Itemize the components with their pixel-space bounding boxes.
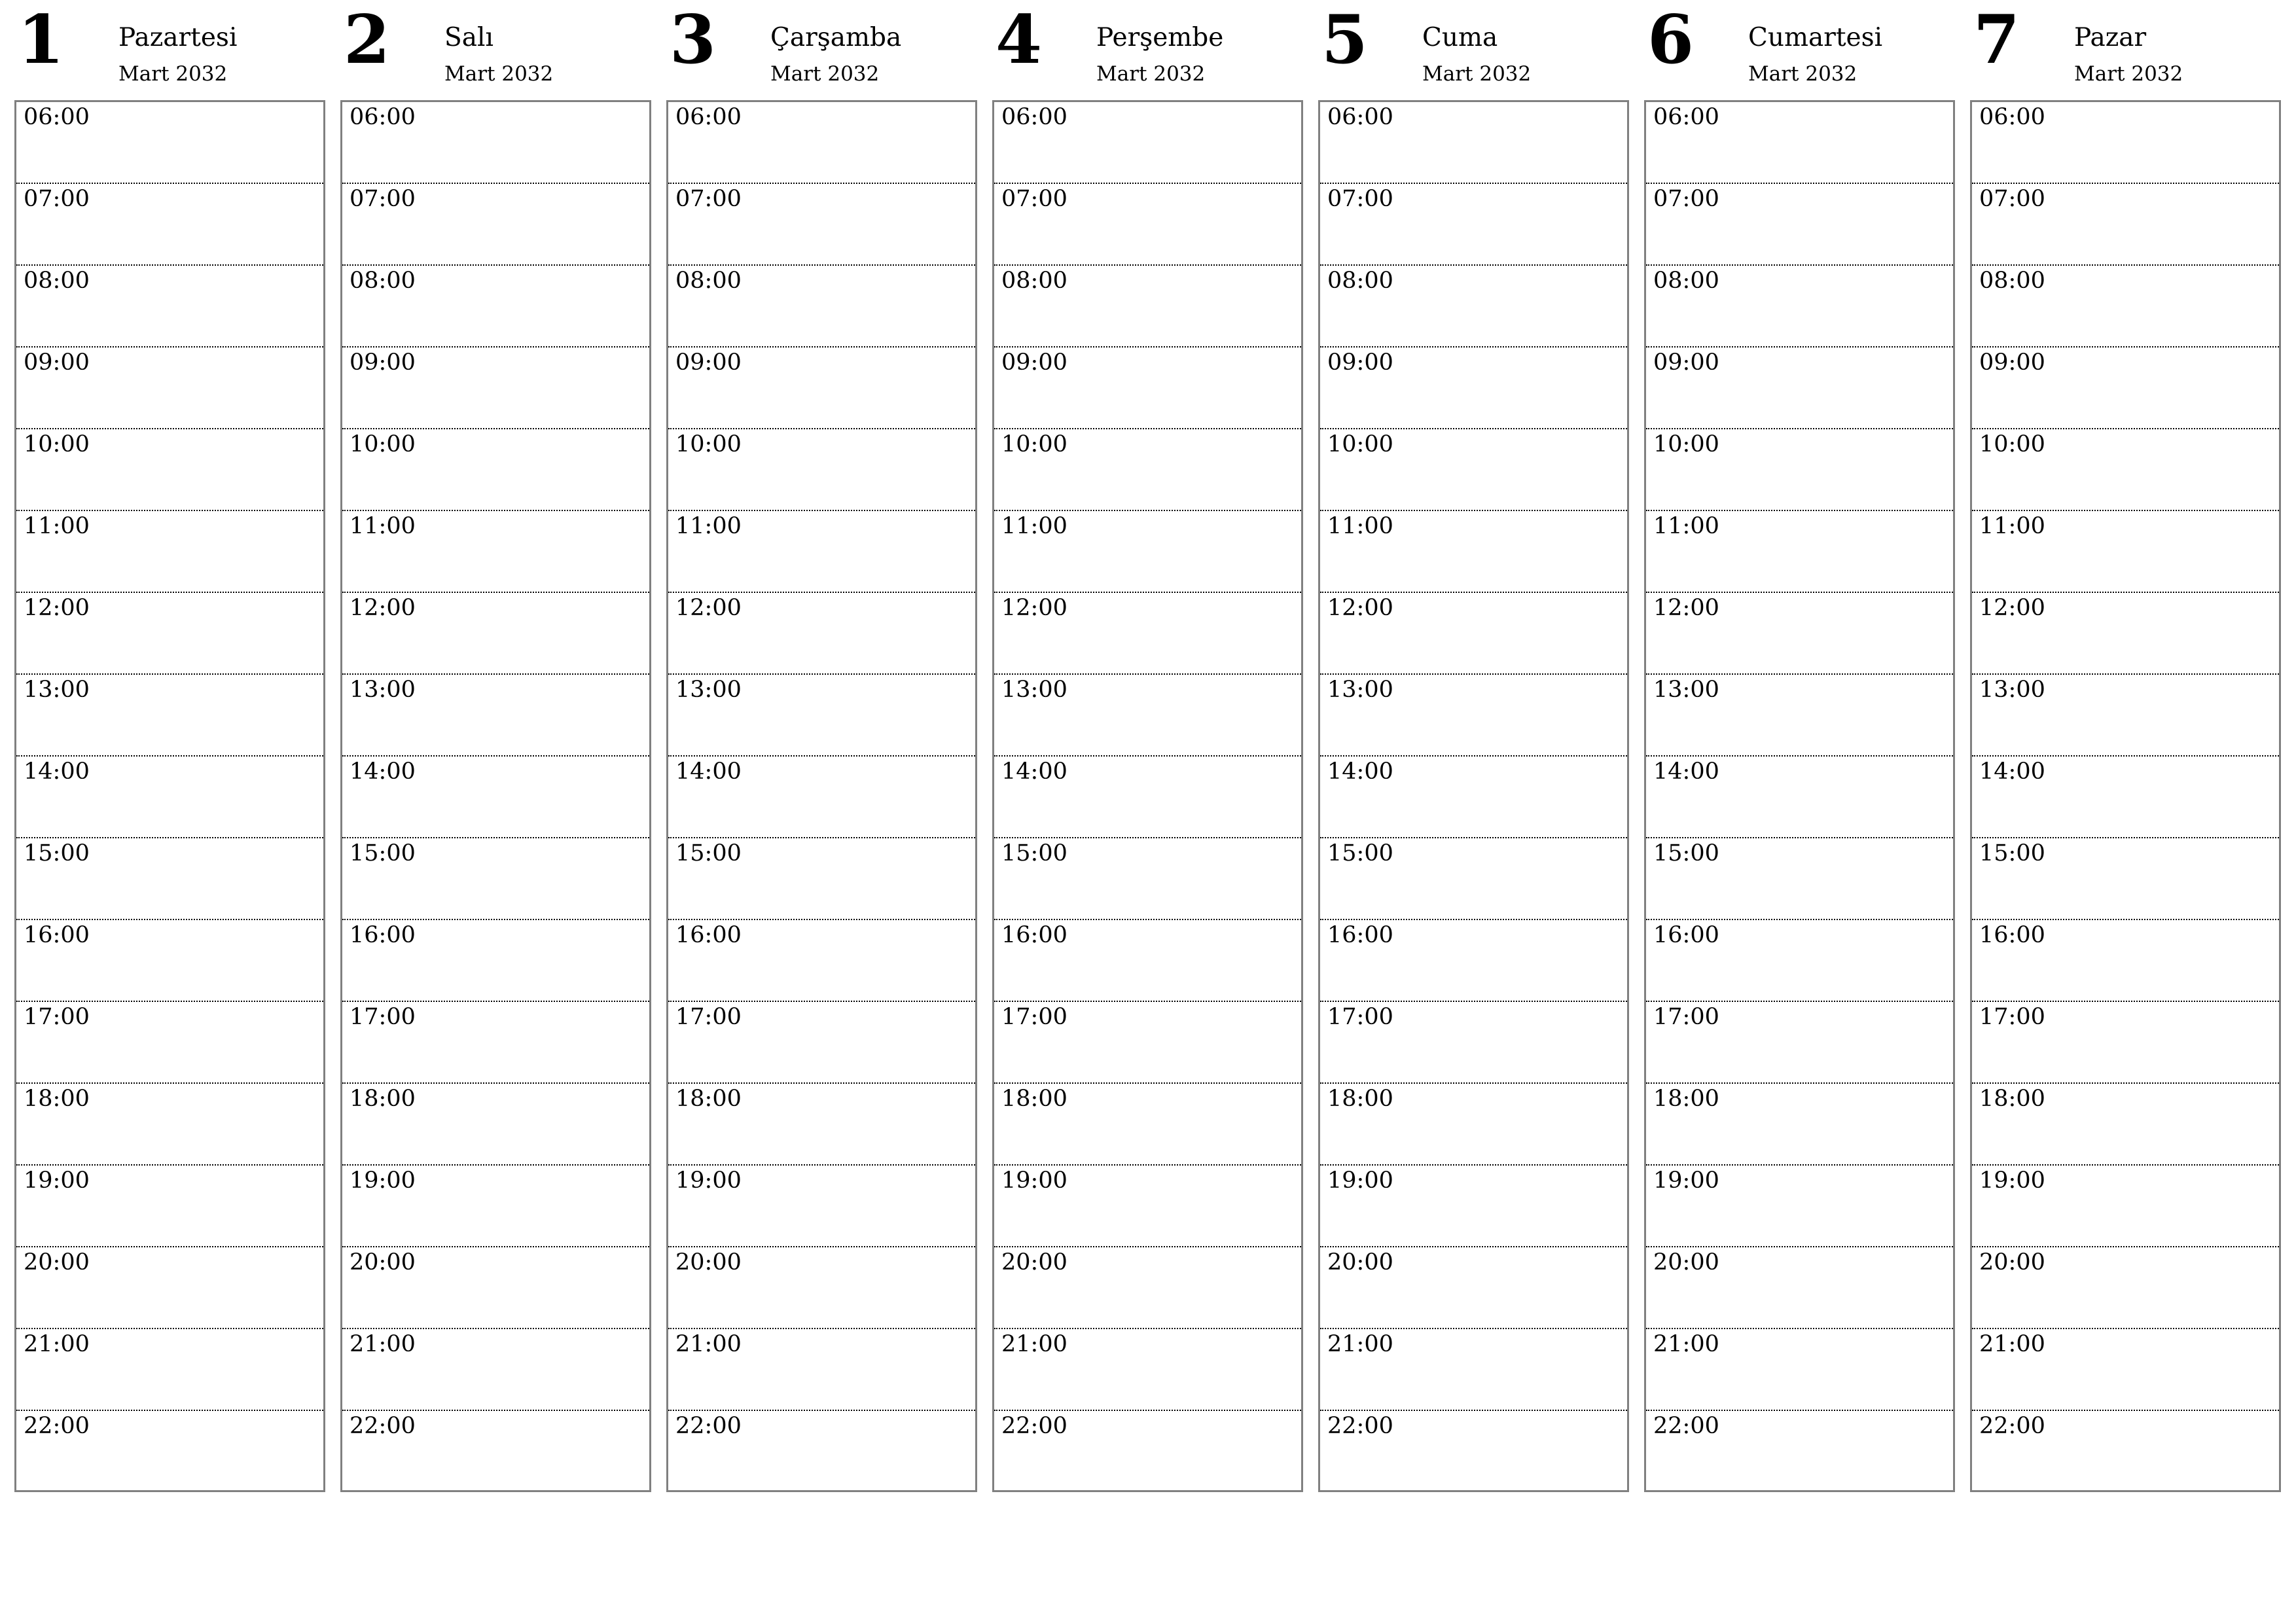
- time-slot[interactable]: [342, 1166, 649, 1247]
- time-slot[interactable]: [342, 184, 649, 266]
- time-label: 17:00: [1653, 1004, 1719, 1030]
- time-slot[interactable]: [1646, 1247, 1953, 1329]
- time-label: 11:00: [675, 513, 742, 539]
- time-label: 20:00: [675, 1249, 742, 1275]
- time-slot[interactable]: [668, 102, 975, 184]
- time-slot[interactable]: [16, 184, 323, 266]
- time-slot[interactable]: [1972, 838, 2279, 920]
- time-slot[interactable]: [342, 1329, 649, 1411]
- time-slot[interactable]: [16, 348, 323, 429]
- time-slot[interactable]: [994, 757, 1301, 838]
- time-slot[interactable]: [16, 920, 323, 1002]
- time-slot[interactable]: [668, 1411, 975, 1493]
- time-slot[interactable]: [16, 429, 323, 511]
- time-slot[interactable]: [1972, 184, 2279, 266]
- day-schedule-box: [666, 100, 977, 1492]
- time-label: 16:00: [1979, 922, 2045, 948]
- time-label: 16:00: [350, 922, 416, 948]
- time-label: 20:00: [1327, 1249, 1393, 1275]
- day-header: [666, 0, 977, 100]
- time-slot[interactable]: [668, 348, 975, 429]
- time-label: 10:00: [1653, 431, 1719, 457]
- time-slot[interactable]: [994, 348, 1301, 429]
- time-slot[interactable]: [1646, 102, 1953, 184]
- time-label: 22:00: [1979, 1413, 2045, 1439]
- time-label: 07:00: [1001, 186, 1067, 212]
- time-label: 21:00: [1001, 1331, 1067, 1357]
- time-slot[interactable]: [1972, 1084, 2279, 1166]
- time-slot[interactable]: [342, 675, 649, 757]
- day-name: Cumartesi: [1748, 23, 1883, 52]
- time-label: 12:00: [1001, 595, 1067, 621]
- time-label: 19:00: [350, 1168, 416, 1194]
- time-label: 11:00: [1327, 513, 1393, 539]
- time-slot[interactable]: [1320, 348, 1627, 429]
- time-slot[interactable]: [1646, 1002, 1953, 1084]
- time-label: 12:00: [1653, 595, 1719, 621]
- time-label: 20:00: [1653, 1249, 1719, 1275]
- time-label: 16:00: [675, 922, 742, 948]
- day-month: Mart 2032: [2074, 62, 2183, 86]
- time-label: 13:00: [350, 677, 416, 703]
- time-label: 22:00: [1001, 1413, 1067, 1439]
- time-label: 10:00: [675, 431, 742, 457]
- time-label: 10:00: [350, 431, 416, 457]
- time-label: 08:00: [1001, 268, 1067, 294]
- time-slot[interactable]: [1320, 757, 1627, 838]
- time-label: 11:00: [1979, 513, 2045, 539]
- time-label: 06:00: [1001, 104, 1067, 130]
- time-slot[interactable]: [342, 102, 649, 184]
- time-label: 16:00: [1327, 922, 1393, 948]
- time-slot[interactable]: [1646, 920, 1953, 1002]
- time-slot[interactable]: [1972, 675, 2279, 757]
- day-header: [1644, 0, 1955, 100]
- day-header: [340, 0, 651, 100]
- time-slot[interactable]: [1972, 266, 2279, 348]
- time-label: 20:00: [24, 1249, 90, 1275]
- day-schedule-box: [1644, 100, 1955, 1492]
- time-label: 06:00: [1327, 104, 1393, 130]
- time-label: 15:00: [1327, 840, 1393, 866]
- day-schedule-box: [14, 100, 325, 1492]
- time-label: 22:00: [24, 1413, 90, 1439]
- time-label: 08:00: [675, 268, 742, 294]
- time-label: 17:00: [1001, 1004, 1067, 1030]
- day-number: 2: [344, 1, 390, 79]
- time-label: 15:00: [1979, 840, 2045, 866]
- time-label: 09:00: [1327, 349, 1393, 376]
- time-slot[interactable]: [16, 593, 323, 675]
- time-label: 18:00: [1327, 1086, 1393, 1112]
- time-label: 13:00: [675, 677, 742, 703]
- time-slot[interactable]: [1320, 675, 1627, 757]
- time-slot[interactable]: [16, 1329, 323, 1411]
- time-label: 07:00: [1653, 186, 1719, 212]
- time-label: 18:00: [1653, 1086, 1719, 1112]
- time-label: 18:00: [24, 1086, 90, 1112]
- day-schedule-box: [340, 100, 651, 1492]
- time-label: 22:00: [675, 1413, 742, 1439]
- time-slot[interactable]: [1320, 593, 1627, 675]
- time-label: 10:00: [1327, 431, 1393, 457]
- day-month: Mart 2032: [118, 62, 228, 86]
- time-slot[interactable]: [342, 1002, 649, 1084]
- time-label: 16:00: [1653, 922, 1719, 948]
- time-label: 21:00: [1327, 1331, 1393, 1357]
- time-label: 07:00: [675, 186, 742, 212]
- time-slot[interactable]: [1646, 429, 1953, 511]
- time-label: 08:00: [24, 268, 90, 294]
- time-label: 18:00: [350, 1086, 416, 1112]
- time-slot[interactable]: [1320, 1166, 1627, 1247]
- time-slot[interactable]: [16, 1002, 323, 1084]
- time-label: 09:00: [1979, 349, 2045, 376]
- time-label: 21:00: [350, 1331, 416, 1357]
- time-slot[interactable]: [1320, 1411, 1627, 1493]
- day-header: [1970, 0, 2281, 100]
- time-label: 12:00: [350, 595, 416, 621]
- time-label: 19:00: [675, 1168, 742, 1194]
- time-slot[interactable]: [1646, 593, 1953, 675]
- time-label: 14:00: [675, 758, 742, 785]
- time-slot[interactable]: [16, 757, 323, 838]
- time-label: 13:00: [1979, 677, 2045, 703]
- time-label: 15:00: [675, 840, 742, 866]
- time-slot[interactable]: [1320, 1247, 1627, 1329]
- time-label: 09:00: [24, 349, 90, 376]
- time-slot[interactable]: [1646, 184, 1953, 266]
- time-label: 08:00: [1979, 268, 2045, 294]
- time-slot[interactable]: [1320, 266, 1627, 348]
- time-slot[interactable]: [668, 757, 975, 838]
- time-label: 14:00: [24, 758, 90, 785]
- time-slot[interactable]: [1646, 1411, 1953, 1493]
- time-label: 22:00: [350, 1413, 416, 1439]
- time-slot[interactable]: [1320, 838, 1627, 920]
- time-slot[interactable]: [342, 511, 649, 593]
- day-header: [992, 0, 1303, 100]
- time-slot[interactable]: [1646, 1166, 1953, 1247]
- day-schedule-box: [992, 100, 1303, 1492]
- time-slot[interactable]: [668, 1329, 975, 1411]
- day-number: 5: [1321, 1, 1368, 79]
- time-label: 20:00: [1979, 1249, 2045, 1275]
- time-slot[interactable]: [1646, 511, 1953, 593]
- time-slot[interactable]: [16, 1411, 323, 1493]
- time-slot[interactable]: [1320, 184, 1627, 266]
- time-slot[interactable]: [668, 1247, 975, 1329]
- time-label: 09:00: [1001, 349, 1067, 376]
- time-slot[interactable]: [668, 184, 975, 266]
- time-label: 21:00: [675, 1331, 742, 1357]
- time-label: 08:00: [350, 268, 416, 294]
- day-schedule-box: [1970, 100, 2281, 1492]
- time-slot[interactable]: [994, 675, 1301, 757]
- time-slot[interactable]: [994, 184, 1301, 266]
- time-slot[interactable]: [668, 838, 975, 920]
- time-slot[interactable]: [1972, 429, 2279, 511]
- day-header: [14, 0, 325, 100]
- time-label: 18:00: [1979, 1086, 2045, 1112]
- time-label: 09:00: [350, 349, 416, 376]
- day-name: Pazar: [2074, 23, 2147, 52]
- time-slot[interactable]: [994, 1166, 1301, 1247]
- time-label: 13:00: [1653, 677, 1719, 703]
- time-label: 14:00: [1653, 758, 1719, 785]
- time-slot[interactable]: [342, 593, 649, 675]
- time-label: 19:00: [1979, 1168, 2045, 1194]
- time-label: 17:00: [1979, 1004, 2045, 1030]
- time-label: 22:00: [1327, 1413, 1393, 1439]
- time-slot[interactable]: [994, 1329, 1301, 1411]
- time-label: 13:00: [24, 677, 90, 703]
- time-slot[interactable]: [342, 1247, 649, 1329]
- day-month: Mart 2032: [1096, 62, 1206, 86]
- time-label: 10:00: [24, 431, 90, 457]
- time-label: 17:00: [675, 1004, 742, 1030]
- time-slot[interactable]: [342, 429, 649, 511]
- time-label: 06:00: [350, 104, 416, 130]
- time-slot[interactable]: [1972, 920, 2279, 1002]
- day-name: Çarşamba: [770, 23, 902, 52]
- time-label: 10:00: [1979, 431, 2045, 457]
- time-label: 22:00: [1653, 1413, 1719, 1439]
- time-slot[interactable]: [1646, 675, 1953, 757]
- time-label: 14:00: [350, 758, 416, 785]
- day-number: 1: [18, 1, 64, 79]
- time-slot[interactable]: [994, 1247, 1301, 1329]
- time-slot[interactable]: [342, 348, 649, 429]
- time-label: 17:00: [350, 1004, 416, 1030]
- time-label: 11:00: [24, 513, 90, 539]
- time-slot[interactable]: [668, 429, 975, 511]
- time-slot[interactable]: [16, 1084, 323, 1166]
- time-label: 10:00: [1001, 431, 1067, 457]
- time-label: 17:00: [1327, 1004, 1393, 1030]
- time-label: 20:00: [1001, 1249, 1067, 1275]
- time-slot[interactable]: [1320, 511, 1627, 593]
- time-slot[interactable]: [1320, 1084, 1627, 1166]
- time-slot[interactable]: [342, 838, 649, 920]
- time-label: 07:00: [1979, 186, 2045, 212]
- time-label: 08:00: [1327, 268, 1393, 294]
- day-month: Mart 2032: [1748, 62, 1857, 86]
- time-slot[interactable]: [1320, 429, 1627, 511]
- time-label: 20:00: [350, 1249, 416, 1275]
- time-slot[interactable]: [1646, 1329, 1953, 1411]
- day-name: Perşembe: [1096, 23, 1224, 52]
- time-slot[interactable]: [1972, 1329, 2279, 1411]
- time-slot[interactable]: [994, 266, 1301, 348]
- time-label: 13:00: [1001, 677, 1067, 703]
- time-label: 07:00: [24, 186, 90, 212]
- time-slot[interactable]: [668, 266, 975, 348]
- day-schedule-box: [1318, 100, 1629, 1492]
- time-slot[interactable]: [668, 593, 975, 675]
- time-slot[interactable]: [1972, 1411, 2279, 1493]
- time-label: 18:00: [1001, 1086, 1067, 1112]
- time-label: 21:00: [1653, 1331, 1719, 1357]
- time-slot[interactable]: [994, 1084, 1301, 1166]
- time-label: 11:00: [350, 513, 416, 539]
- time-label: 16:00: [1001, 922, 1067, 948]
- time-label: 14:00: [1327, 758, 1393, 785]
- time-slot[interactable]: [1646, 757, 1953, 838]
- time-slot[interactable]: [16, 511, 323, 593]
- time-label: 12:00: [1979, 595, 2045, 621]
- time-slot[interactable]: [994, 511, 1301, 593]
- time-slot[interactable]: [1320, 1329, 1627, 1411]
- time-label: 14:00: [1979, 758, 2045, 785]
- time-slot[interactable]: [994, 1002, 1301, 1084]
- time-slot[interactable]: [994, 102, 1301, 184]
- time-label: 15:00: [1653, 840, 1719, 866]
- time-label: 07:00: [1327, 186, 1393, 212]
- time-slot[interactable]: [16, 838, 323, 920]
- time-slot[interactable]: [668, 1084, 975, 1166]
- time-label: 14:00: [1001, 758, 1067, 785]
- time-slot[interactable]: [1972, 757, 2279, 838]
- time-slot[interactable]: [994, 838, 1301, 920]
- time-slot[interactable]: [16, 675, 323, 757]
- time-slot[interactable]: [1972, 593, 2279, 675]
- time-slot[interactable]: [1320, 1002, 1627, 1084]
- time-label: 15:00: [24, 840, 90, 866]
- time-label: 07:00: [350, 186, 416, 212]
- day-name: Pazartesi: [118, 23, 238, 52]
- time-label: 16:00: [24, 922, 90, 948]
- time-slot[interactable]: [994, 593, 1301, 675]
- time-label: 09:00: [1653, 349, 1719, 376]
- time-slot[interactable]: [994, 429, 1301, 511]
- time-label: 12:00: [675, 595, 742, 621]
- time-label: 06:00: [24, 104, 90, 130]
- time-slot[interactable]: [994, 1411, 1301, 1493]
- time-label: 19:00: [1327, 1168, 1393, 1194]
- time-slot[interactable]: [1972, 1247, 2279, 1329]
- time-slot[interactable]: [1972, 102, 2279, 184]
- time-label: 06:00: [1979, 104, 2045, 130]
- time-slot[interactable]: [1646, 348, 1953, 429]
- time-label: 06:00: [675, 104, 742, 130]
- time-label: 12:00: [1327, 595, 1393, 621]
- time-slot[interactable]: [668, 1002, 975, 1084]
- time-slot[interactable]: [1320, 102, 1627, 184]
- time-label: 12:00: [24, 595, 90, 621]
- time-label: 21:00: [24, 1331, 90, 1357]
- time-slot[interactable]: [342, 1411, 649, 1493]
- time-label: 17:00: [24, 1004, 90, 1030]
- day-name: Cuma: [1422, 23, 1498, 52]
- time-slot[interactable]: [1972, 1166, 2279, 1247]
- time-slot[interactable]: [668, 511, 975, 593]
- time-label: 19:00: [1653, 1168, 1719, 1194]
- time-slot[interactable]: [16, 266, 323, 348]
- time-slot[interactable]: [1320, 920, 1627, 1002]
- time-slot[interactable]: [994, 920, 1301, 1002]
- time-slot[interactable]: [342, 1084, 649, 1166]
- time-label: 11:00: [1001, 513, 1067, 539]
- time-label: 15:00: [1001, 840, 1067, 866]
- time-slot[interactable]: [16, 1166, 323, 1247]
- time-slot[interactable]: [1646, 1084, 1953, 1166]
- time-label: 15:00: [350, 840, 416, 866]
- time-slot[interactable]: [668, 920, 975, 1002]
- time-slot[interactable]: [1972, 511, 2279, 593]
- time-label: 13:00: [1327, 677, 1393, 703]
- time-slot[interactable]: [1972, 348, 2279, 429]
- day-number: 6: [1647, 1, 1694, 79]
- time-label: 19:00: [1001, 1168, 1067, 1194]
- time-label: 06:00: [1653, 104, 1719, 130]
- day-number: 4: [996, 1, 1042, 79]
- day-month: Mart 2032: [770, 62, 880, 86]
- day-number: 7: [1973, 1, 2020, 79]
- day-header: [1318, 0, 1629, 100]
- day-number: 3: [670, 1, 716, 79]
- time-slot[interactable]: [342, 920, 649, 1002]
- time-slot[interactable]: [1646, 838, 1953, 920]
- time-slot[interactable]: [668, 675, 975, 757]
- day-month: Mart 2032: [1422, 62, 1532, 86]
- time-label: 09:00: [675, 349, 742, 376]
- time-slot[interactable]: [16, 1247, 323, 1329]
- time-slot[interactable]: [1646, 266, 1953, 348]
- time-slot[interactable]: [342, 266, 649, 348]
- time-label: 18:00: [675, 1086, 742, 1112]
- time-label: 08:00: [1653, 268, 1719, 294]
- day-month: Mart 2032: [444, 62, 554, 86]
- time-slot[interactable]: [16, 102, 323, 184]
- time-label: 11:00: [1653, 513, 1719, 539]
- time-slot[interactable]: [342, 757, 649, 838]
- time-label: 21:00: [1979, 1331, 2045, 1357]
- time-slot[interactable]: [668, 1166, 975, 1247]
- time-label: 19:00: [24, 1168, 90, 1194]
- day-name: Salı: [444, 23, 493, 52]
- time-slot[interactable]: [1972, 1002, 2279, 1084]
